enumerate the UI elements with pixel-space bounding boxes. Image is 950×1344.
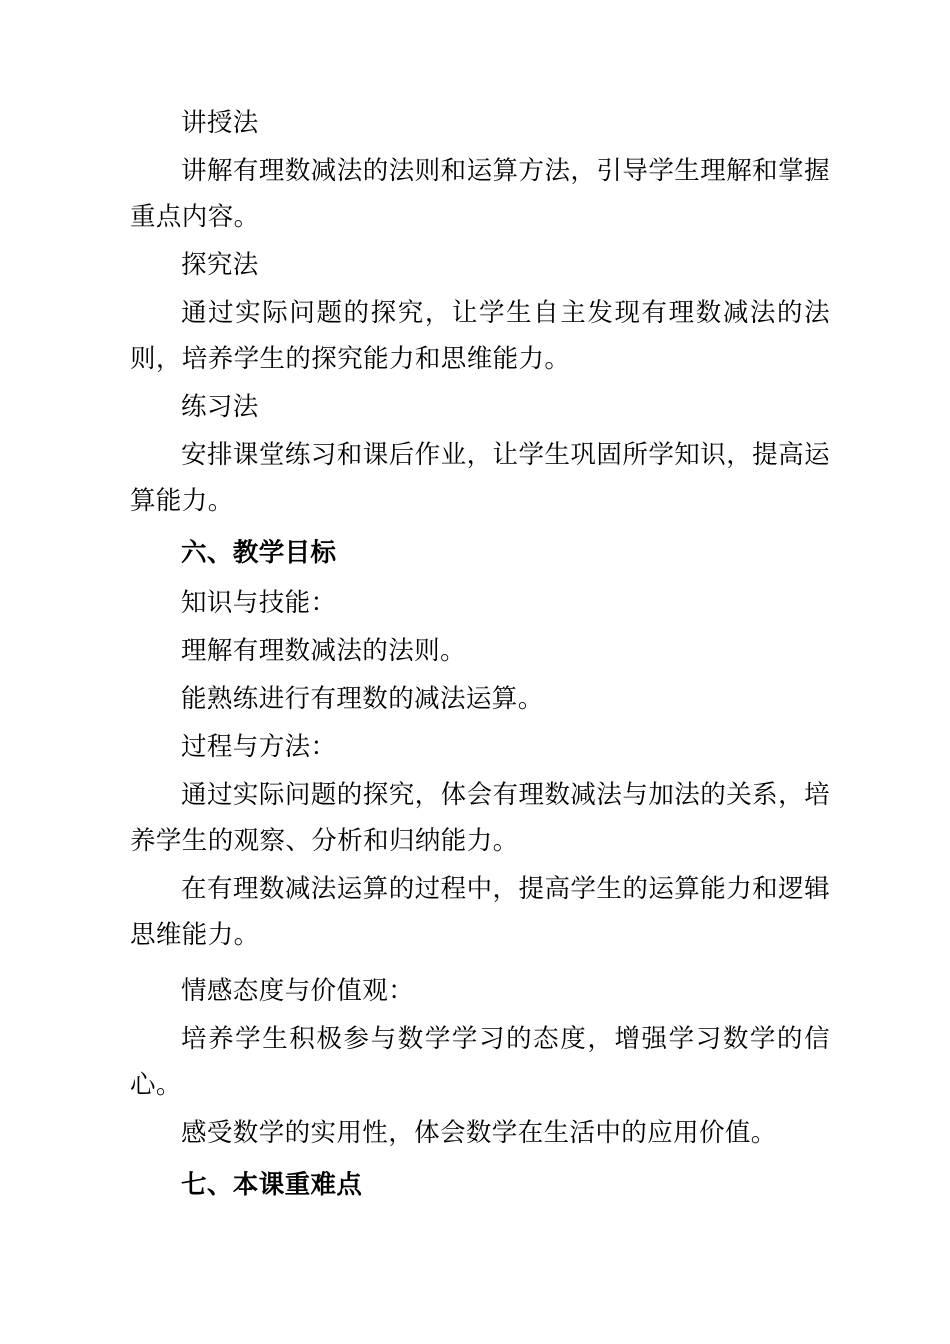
paragraph: 情感态度与价值观：	[181, 976, 415, 1005]
paragraph: 通过实际问题的探究，体会有理数减法与加法的关系，培养学生的观察、分析和归纳能力。	[130, 780, 830, 855]
paragraph: 能熟练进行有理数的减法运算。	[181, 684, 544, 713]
paragraph: 通过实际问题的探究，让学生自主发现有理数减法的法则，培养学生的探究能力和思维能力。	[130, 298, 830, 373]
paragraph: 感受数学的实用性，体会数学在生活中的应用价值。	[181, 1118, 777, 1147]
paragraph: 过程与方法：	[181, 732, 337, 761]
paragraph: 知识与技能：	[181, 588, 337, 617]
paragraph: 培养学生积极参与数学学习的态度，增强学习数学的信心。	[130, 1024, 830, 1099]
section-heading-key-difficulties: 七、本课重难点	[181, 1170, 363, 1199]
paragraph: 安排课堂练习和课后作业，让学生巩固所学知识，提高运算能力。	[130, 440, 830, 515]
paragraph: 探究法	[181, 250, 259, 279]
paragraph-spacer	[130, 960, 830, 968]
section-heading-teaching-objectives: 六、教学目标	[181, 538, 337, 567]
paragraph: 讲解有理数减法的法则和运算方法，引导学生理解和掌握重点内容。	[130, 156, 830, 231]
paragraph: 讲授法	[181, 108, 259, 137]
document-body	[130, 100, 830, 1208]
paragraph: 练习法	[181, 392, 259, 421]
paragraph: 理解有理数减法的法则。	[181, 636, 466, 665]
paragraph: 在有理数减法运算的过程中，提高学生的运算能力和逻辑思维能力。	[130, 874, 830, 949]
